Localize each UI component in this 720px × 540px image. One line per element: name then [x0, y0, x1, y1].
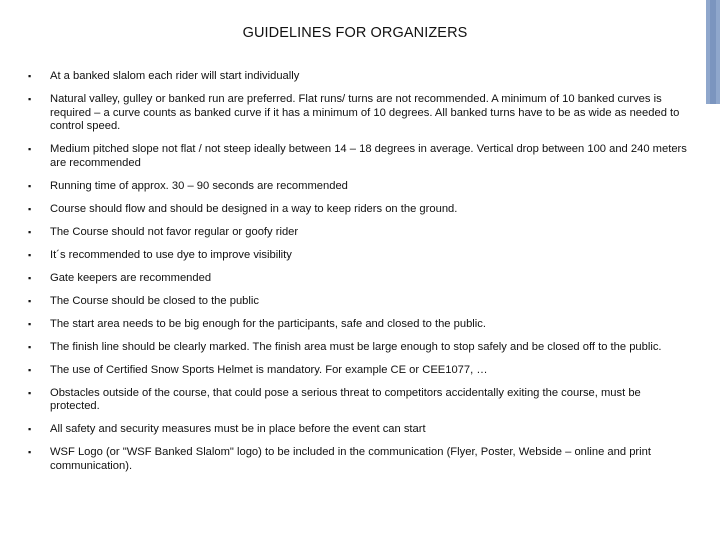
list-item-text: Course should flow and should be designed in a way to keep riders on the ground.	[50, 202, 458, 215]
bullet-icon: ▪	[28, 71, 32, 81]
list-item-text: The start area needs to be big enough for the participants, safe and closed to the public.	[50, 317, 486, 330]
list-item-text: Obstacles outside of the course, that could pose a serious threat to competitors accidentally exiting the course, must be protected.	[50, 386, 641, 413]
list-item	[28, 446, 688, 473]
bullet-icon: ▪	[28, 318, 32, 329]
list-item-text: Running time of approx. 30 – 90 seconds are recommended	[50, 179, 348, 192]
bullet-icon: ▪	[28, 387, 32, 398]
list-item-text: WSF Logo (or "WSF Banked Slalom" logo) to be included in the communication (Flyer, Poster, Webside – online and print communication).	[50, 446, 651, 472]
list-item	[28, 226, 688, 240]
list-item	[28, 272, 688, 286]
list-item	[28, 203, 688, 217]
bullet-icon: ▪	[28, 249, 32, 260]
list-item-text: Natural valley, gulley or banked run are preferred. Flat runs/ turns are not recommended. A minimum of 10 banked curves is required – a curve counts as banked curve if it has a minimum of 10 degrees. All banked turns have to be as wide as needed to control speed.	[50, 92, 680, 133]
list-item	[28, 341, 688, 355]
list-item	[28, 70, 688, 84]
list-item	[28, 93, 688, 134]
guidelines-list	[28, 70, 688, 483]
list-item-text: All safety and security measures must be in place before the event can start	[50, 423, 426, 436]
bullet-icon: ▪	[28, 424, 32, 435]
bullet-icon: ▪	[28, 272, 32, 283]
list-item	[28, 364, 688, 378]
scrollbar-track[interactable]	[706, 0, 720, 104]
bullet-icon: ▪	[28, 226, 32, 237]
list-item-text: The use of Certified Snow Sports Helmet is mandatory. For example CE or CEE1077, …	[50, 363, 488, 376]
bullet-icon: ▪	[28, 144, 32, 155]
list-item-text: The Course should not favor regular or goofy rider	[50, 225, 299, 238]
bullet-icon: ▪	[28, 364, 32, 375]
list-item	[28, 143, 688, 170]
list-item-text: It´s recommended to use dye to improve visibility	[50, 248, 292, 261]
bullet-icon: ▪	[28, 180, 32, 191]
list-item	[28, 180, 688, 194]
list-item-text: The Course should be closed to the public	[50, 294, 259, 307]
list-item-text: At a banked slalom each rider will start individually	[50, 70, 300, 82]
page-title: GUIDELINES FOR ORGANIZERS	[242, 25, 468, 41]
bullet-icon: ▪	[28, 203, 32, 214]
list-item-text: Gate keepers are recommended	[50, 271, 212, 284]
list-item	[28, 295, 688, 309]
list-item-text: Medium pitched slope not flat / not steep ideally between 14 – 18 degrees in average. Vertical drop between 100 and 240 meters are recommended	[50, 143, 687, 169]
bullet-icon: ▪	[28, 93, 32, 104]
scrollbar-thumb[interactable]	[710, 0, 716, 104]
list-item	[28, 249, 688, 263]
bullet-icon: ▪	[28, 447, 32, 458]
bullet-icon: ▪	[28, 295, 32, 306]
list-item	[28, 387, 688, 414]
bullet-icon: ▪	[28, 341, 32, 352]
list-item-text: The finish line should be clearly marked. The finish area must be large enough to stop safely and be closed off to the public.	[50, 340, 662, 353]
list-item	[28, 318, 688, 332]
list-item	[28, 423, 688, 437]
